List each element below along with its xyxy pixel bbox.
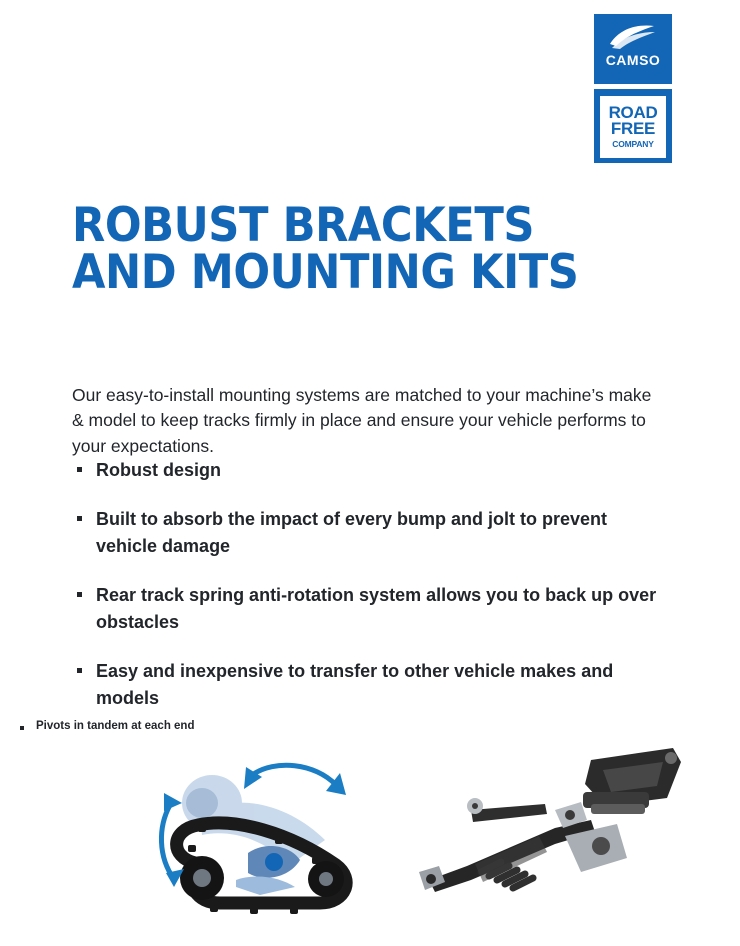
bullet-square-icon bbox=[77, 516, 82, 521]
brand-logo-block bbox=[594, 14, 672, 163]
camso-swoosh-icon bbox=[608, 22, 658, 50]
list-item-label: Built to absorb the impact of every bump and jolt to prevent vehicle damage bbox=[96, 509, 608, 556]
camso-logo bbox=[594, 14, 672, 84]
bullet-square-icon bbox=[77, 467, 82, 472]
page-title bbox=[72, 198, 579, 300]
list-item bbox=[72, 506, 672, 560]
bullet-square-icon bbox=[77, 592, 82, 597]
page-title-line-1: ROBUST BRACKETS bbox=[72, 198, 535, 254]
intro-paragraph: Our easy-to-install mounting systems are matched to your machine’s make & model to keep tracks firmly in place and ensure your vehicle performs to your expectations. bbox=[72, 384, 652, 456]
list-item-label: Easy and inexpensive to transfer to other vehicle makes and models bbox=[96, 661, 614, 708]
list-item-label: Robust design bbox=[96, 460, 221, 480]
list-item bbox=[72, 457, 672, 484]
list-item-label: Rear track spring anti-rotation system allows you to back up over obstacles bbox=[96, 585, 657, 632]
camso-wordmark: CAMSO bbox=[605, 52, 661, 68]
illustration-caption-label: Pivots in tandem at each end bbox=[36, 720, 195, 732]
bullet-square-icon bbox=[77, 668, 82, 673]
roadfree-line3: COMPANY bbox=[612, 138, 654, 149]
list-item bbox=[72, 582, 672, 636]
rubber-track-system-diagram bbox=[140, 745, 390, 930]
roadfree-line2: FREE bbox=[610, 119, 656, 139]
road-free-company-logo bbox=[594, 89, 672, 163]
bullet-square-icon bbox=[20, 726, 24, 730]
illustration-caption bbox=[20, 720, 194, 732]
mounting-bracket-hardware-photo bbox=[405, 740, 705, 930]
page-title-line-2: AND MOUNTING KITS bbox=[72, 245, 579, 300]
list-item bbox=[72, 658, 672, 712]
feature-list bbox=[72, 457, 672, 734]
illustration-area bbox=[140, 740, 720, 935]
roadfree-line1: ROAD bbox=[608, 103, 658, 123]
